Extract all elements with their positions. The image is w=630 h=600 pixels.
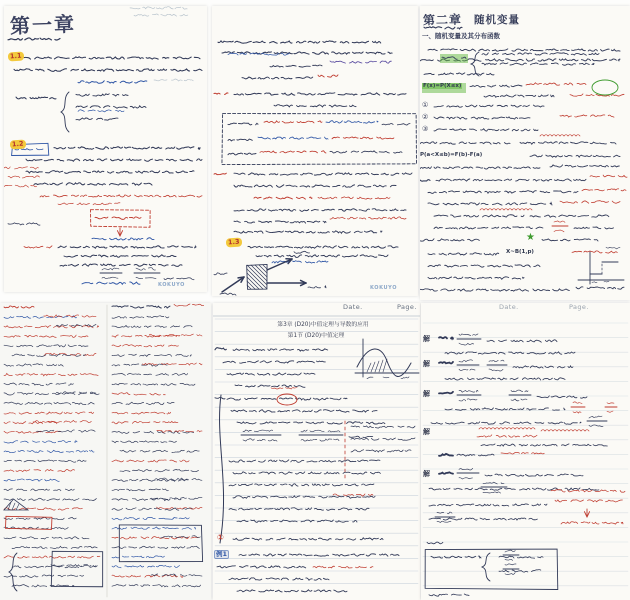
page-label: Page. <box>569 303 589 311</box>
item-2: ② <box>422 113 429 121</box>
kokuyo-brand: KOKUYO <box>370 285 398 291</box>
lecture-title-line2: 第1节 (D20)中值定理 <box>287 333 345 339</box>
solution-marker: 解 <box>423 428 430 436</box>
handwriting-ink <box>421 303 630 600</box>
interval-probability-formula: P(a<X≤b)=F(b)-F(a) <box>420 152 483 158</box>
note-page-chapter1-cont <box>212 6 418 296</box>
handwriting-ink <box>212 6 418 296</box>
star-mark: ★ <box>526 232 535 243</box>
example-label: 例1 <box>216 550 228 558</box>
solution-marker: 解 <box>423 470 430 478</box>
item-3: ③ <box>422 125 429 133</box>
circled-point: ① <box>217 533 224 542</box>
bernoulli-formula: X~B(1,p) <box>506 249 534 255</box>
cdf-formula: F(x)=P(X≤x) <box>423 83 462 89</box>
solution-marker: 解 <box>423 360 430 368</box>
section-badge-1-1: 1.1 <box>8 51 24 61</box>
solution-marker: 解 <box>423 335 430 343</box>
date-label: Date. <box>499 303 519 311</box>
section-badge-1-3: 1.3 <box>226 237 242 247</box>
section-heading: 一、随机变量及其分布函数 <box>422 32 500 40</box>
kokuyo-brand: KOKUYO <box>157 281 185 288</box>
solution-marker: 解 <box>423 390 430 398</box>
chapter-title: 第二章 <box>422 12 463 28</box>
lecture-title-line1: 第3章 (D20)中值定理与导数的应用 <box>277 322 369 328</box>
chapter-subtitle: 随机变量 <box>474 14 520 26</box>
note-page-chapter3 <box>213 303 420 600</box>
handwriting-ink <box>213 303 420 600</box>
item-1: ① <box>422 101 429 109</box>
note-page-chapter1 <box>4 6 207 292</box>
chapter-title: 第一章 <box>9 11 77 39</box>
note-page-dense-spread <box>0 303 211 600</box>
date-label: Date. <box>343 303 363 311</box>
handwriting-ink <box>0 303 211 600</box>
page-label: Page. <box>397 303 417 311</box>
note-page-limits <box>421 303 630 600</box>
section-badge-1-2: 1.2 <box>10 139 26 149</box>
handwriting-ink <box>4 6 207 292</box>
note-page-chapter2 <box>420 6 630 300</box>
